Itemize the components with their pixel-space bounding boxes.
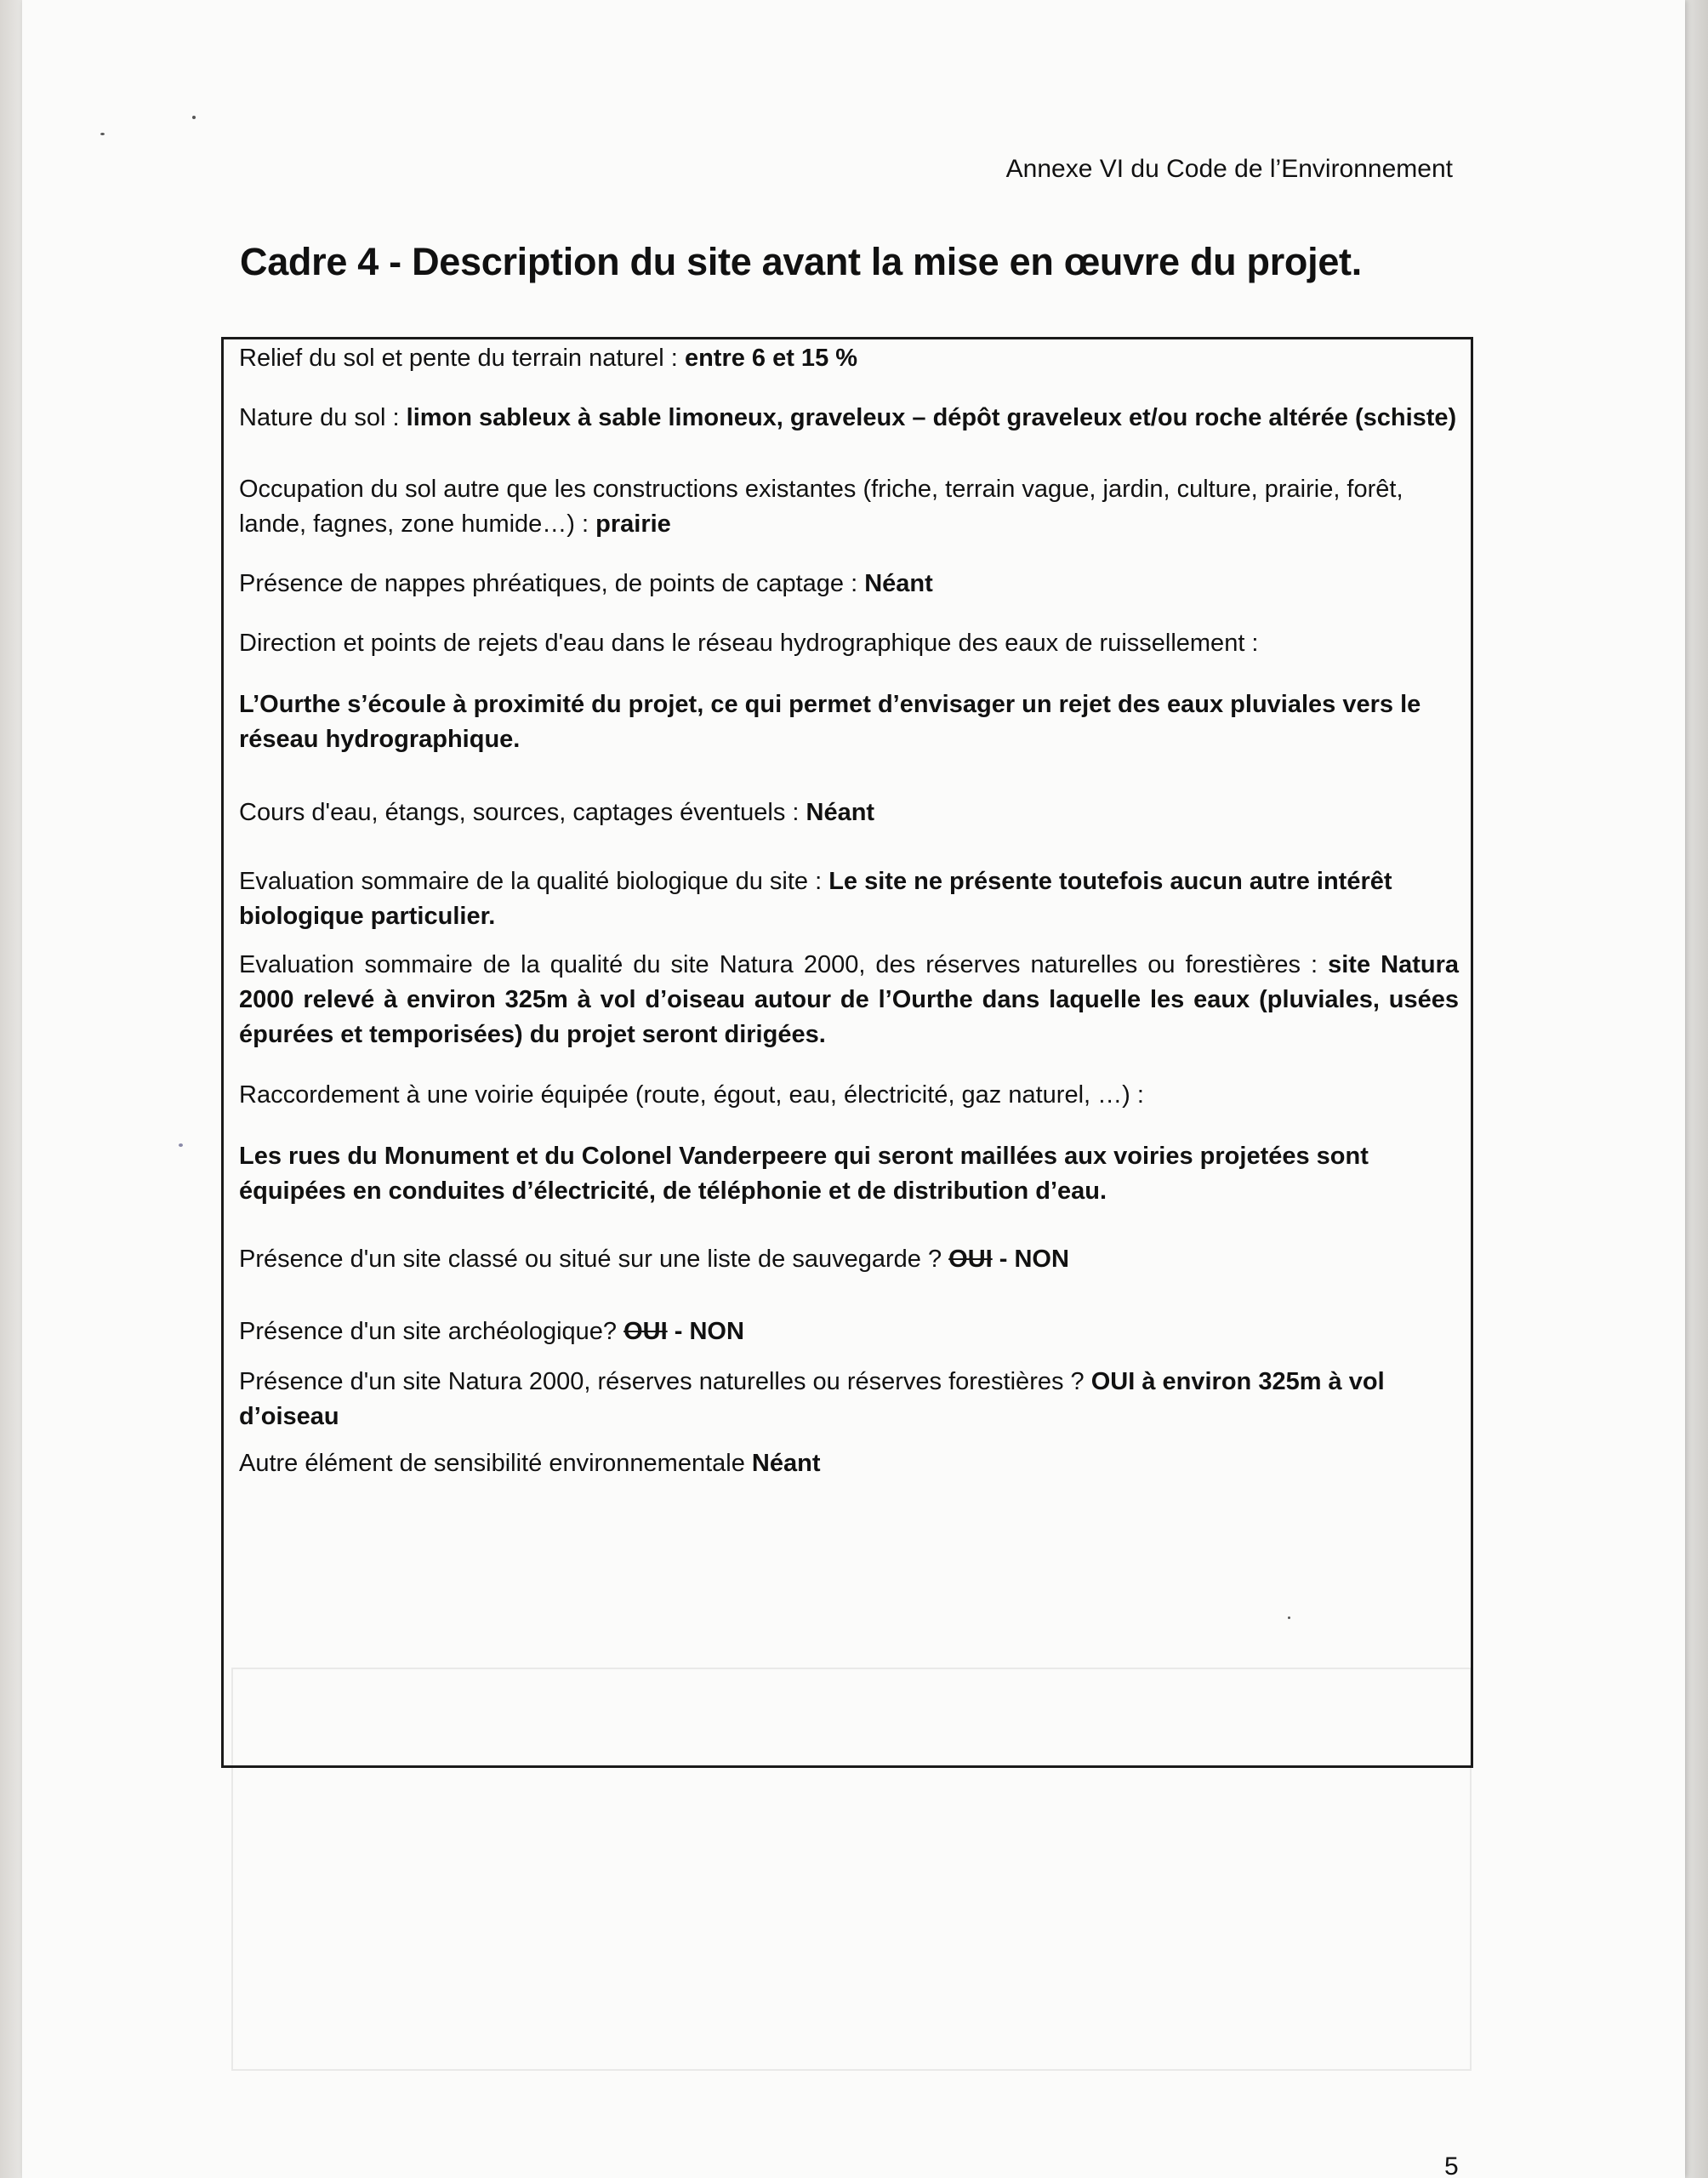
scan-speck bbox=[179, 1143, 183, 1147]
archeo-value: - NON bbox=[667, 1318, 744, 1345]
archeo-row bbox=[239, 1314, 1459, 1349]
autre-label: Autre élément de sensibilité environnementale bbox=[239, 1450, 752, 1477]
nappes-label: Présence de nappes phréatiques, de points de captage : bbox=[239, 570, 865, 597]
direction-value bbox=[239, 687, 1459, 757]
raccordement-value-text: Les rues du Monument et du Colonel Vanderpeere qui seront maillées aux voiries projetées sont équipées en conduites d’électricité, de téléphonie et de distribution d’eau. bbox=[239, 1143, 1369, 1205]
archeo-label: Présence d'un site archéologique? bbox=[239, 1318, 624, 1345]
page-title: Cadre 4 - Description du site avant la mise en œuvre du projet. bbox=[240, 240, 1362, 283]
bio-row bbox=[239, 864, 1459, 934]
raccordement-label: Raccordement à une voirie équipée (route, égout, eau, électricité, gaz naturel, …) : bbox=[239, 1081, 1144, 1109]
natura-eval-label: Evaluation sommaire de la qualité du site Natura 2000, des réserves naturelles ou forestières : bbox=[239, 951, 1329, 978]
occupation-label: Occupation du sol autre que les constructions existantes (friche, terrain vague, jardin, culture, prairie, forêt, lande, fagnes, zone humide…) : bbox=[239, 476, 1403, 538]
relief-row bbox=[239, 341, 1459, 376]
direction-label: Direction et points de rejets d'eau dans le réseau hydrographique des eaux de ruissellement : bbox=[239, 630, 1259, 657]
natura-label: Présence d'un site Natura 2000, réserves naturelles ou réserves forestières ? bbox=[239, 1368, 1091, 1395]
relief-value: entre 6 et 15 % bbox=[684, 345, 858, 372]
cours-row bbox=[239, 795, 1459, 830]
site-description-frame bbox=[221, 337, 1473, 1768]
raccordement-value bbox=[239, 1139, 1459, 1209]
nature-value: limon sableux à sable limoneux, graveleux – dépôt graveleux et/ou roche altérée (schiste) bbox=[406, 404, 1457, 431]
classe-value: - NON bbox=[992, 1246, 1069, 1273]
scan-speck bbox=[192, 116, 196, 119]
bio-value: Le site ne présente toutefois aucun autre intérêt biologique particulier. bbox=[239, 868, 1392, 930]
autre-row bbox=[239, 1446, 1459, 1481]
scan-speck bbox=[1288, 1616, 1290, 1619]
cours-value: Néant bbox=[806, 799, 875, 826]
classe-struck-option: OUI bbox=[948, 1246, 993, 1273]
classe-label: Présence d'un site classé ou situé sur une liste de sauvegarde ? bbox=[239, 1246, 949, 1273]
nature-row bbox=[239, 401, 1459, 436]
direction-value-text: L’Ourthe s’écoule à proximité du projet, ce qui permet d’envisager un rejet des eaux pluviales vers le réseau hydrographique. bbox=[239, 691, 1421, 753]
natura-value: OUI à environ 325m à vol d’oiseau bbox=[239, 1368, 1385, 1430]
natura-eval-value: site Natura 2000 relevé à environ 325m à vol d’oiseau autour de l’Ourthe dans laquelle les eaux (pluviales, usées épurées et temporisées) du projet seront dirigées. bbox=[239, 951, 1460, 1048]
bio-label: Evaluation sommaire de la qualité biologique du site : bbox=[239, 868, 829, 895]
archeo-struck-option: OUI bbox=[623, 1318, 668, 1345]
cours-label: Cours d'eau, étangs, sources, captages éventuels : bbox=[239, 799, 806, 826]
nappes-value: Néant bbox=[864, 570, 933, 597]
annex-header: Annexe VI du Code de l’Environnement bbox=[1005, 155, 1453, 183]
page-number: 5 bbox=[1444, 2152, 1459, 2178]
natura-eval-row bbox=[239, 948, 1459, 1052]
natura-row bbox=[239, 1365, 1459, 1434]
nappes-row bbox=[239, 567, 1459, 602]
nature-label: Nature du sol : bbox=[239, 404, 407, 431]
occupation-row bbox=[239, 472, 1459, 542]
classe-row bbox=[239, 1242, 1459, 1277]
autre-value: Néant bbox=[751, 1450, 821, 1477]
occupation-value: prairie bbox=[595, 510, 671, 538]
scan-speck bbox=[100, 133, 105, 135]
relief-label: Relief du sol et pente du terrain naturel : bbox=[239, 345, 685, 372]
